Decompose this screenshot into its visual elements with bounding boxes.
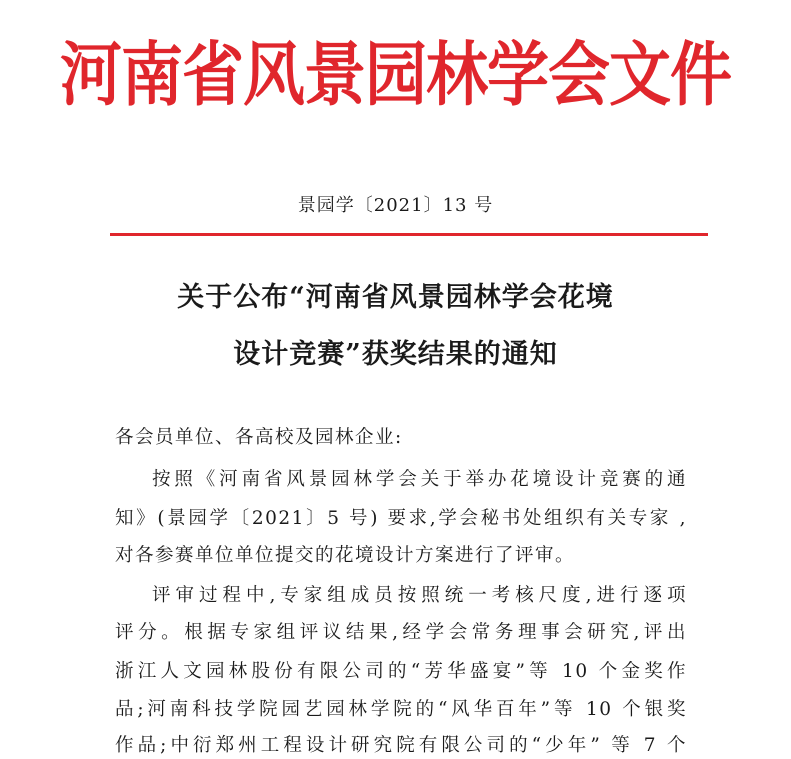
document-number: 景园学〔2021〕13 号 — [297, 195, 494, 216]
paragraph-2-line-1: 评审过程中,专家组成员按照统一考核尺度,进行逐项 — [152, 585, 687, 606]
red-divider-line — [110, 233, 708, 236]
paragraph-2-line-2: 评分。根据专家组评议结果,经学会常务理事会研究,评出 — [115, 622, 687, 643]
notice-title-line-2: 设计竞赛”获奖结果的通知 — [233, 339, 558, 370]
organization-masthead: 河南省风景园林学会文件 — [59, 33, 731, 116]
paragraph-2-line-3: 浙江人文园林股份有限公司的“芳华盛宴”等 10 个金奖作 — [115, 661, 687, 682]
paragraph-1-line-1: 按照《河南省风景园林学会关于举办花境设计竞赛的通 — [152, 469, 687, 490]
paragraph-1-line-2: 知》(景园学〔2021〕5 号) 要求,学会秘书处组织有关专家 , — [115, 508, 687, 529]
paragraph-1-line-3: 对各参赛单位单位提交的花境设计方案进行了评审。 — [115, 545, 576, 566]
salutation: 各会员单位、各高校及园林企业: — [115, 427, 403, 448]
notice-title-line-1: 关于公布“河南省风景园林学会花境 — [177, 282, 614, 313]
paragraph-2-line-5: 作品;中衍郑州工程设计研究院有限公司的“少年” 等 7 个 — [115, 735, 687, 756]
paragraph-2-line-4: 品;河南科技学院园艺园林学院的“风华百年”等 10 个银奖 — [115, 699, 687, 720]
